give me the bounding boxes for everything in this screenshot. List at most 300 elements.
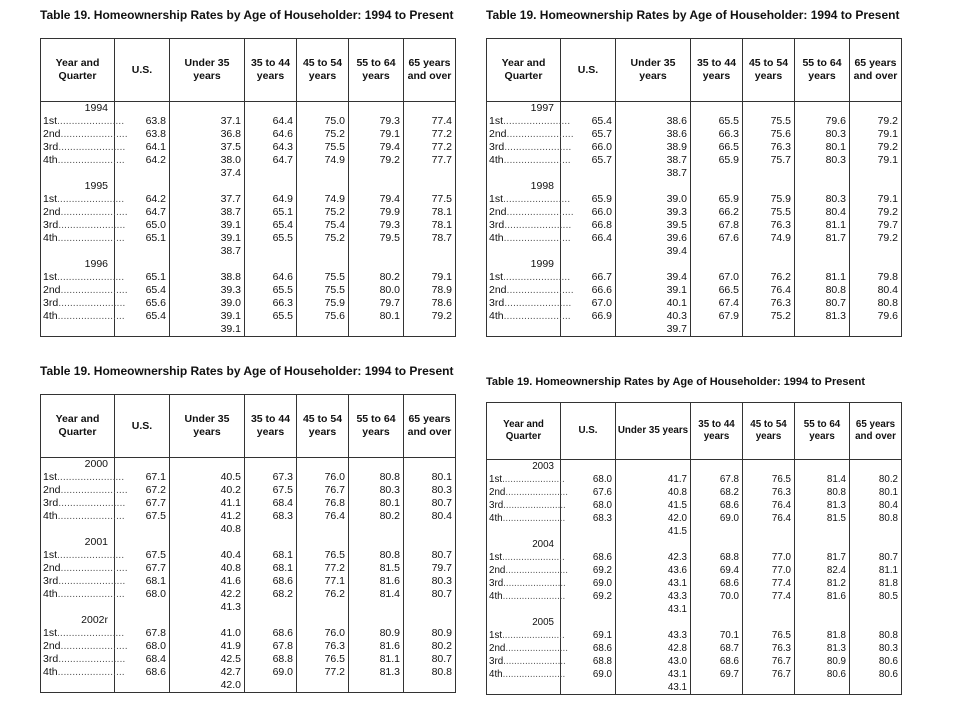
table-row xyxy=(41,627,456,640)
rate-cell: 75.0 xyxy=(297,115,349,128)
rate-cell: 76.3 xyxy=(743,486,795,499)
rate-cell: 67.2 xyxy=(115,484,170,497)
rate-cell: 74.9 xyxy=(297,193,349,206)
leader-dots: ....................... xyxy=(57,154,125,166)
rate-cell: 65.7 xyxy=(561,154,616,167)
rate-cell: 65.6 xyxy=(115,297,170,310)
rate-cell: 68.2 xyxy=(245,588,297,601)
rate-cell: 76.3 xyxy=(297,640,349,653)
column-header: 65 years and over xyxy=(404,395,456,458)
empty-cell xyxy=(691,460,743,474)
column-header: Under 35 years xyxy=(170,39,245,102)
rate-cell: 66.3 xyxy=(691,128,743,141)
quarter-label xyxy=(487,128,574,141)
leader-dots: ....................... xyxy=(502,552,565,563)
column-header: 45 to 54 years xyxy=(297,39,349,102)
column-header: Year and Quarter xyxy=(41,395,115,458)
rate-cell: 65.5 xyxy=(245,232,297,245)
empty-cell xyxy=(170,536,245,549)
empty-cell xyxy=(561,245,616,258)
rate-cell: 78.1 xyxy=(404,219,456,232)
annual-under35: 39.4 xyxy=(616,245,691,258)
rate-cell: 80.7 xyxy=(404,549,456,562)
table-row xyxy=(41,471,456,484)
quarter-text: 1st xyxy=(43,115,58,127)
rate-cell: 81.4 xyxy=(795,473,850,486)
rate-cell: 76.7 xyxy=(297,484,349,497)
rate-cell: 66.5 xyxy=(691,141,743,154)
column-header: Under 35 years xyxy=(170,395,245,458)
quarter-label xyxy=(487,154,571,167)
leader-dots: ....................... xyxy=(502,591,566,602)
empty-cell xyxy=(487,167,561,180)
quarter-text: 4th xyxy=(489,513,503,524)
rate-cell: 41.2 xyxy=(170,510,245,523)
leader-dots: ....................... xyxy=(503,271,571,283)
column-header: U.S. xyxy=(115,395,170,458)
rate-cell: 65.4 xyxy=(115,284,170,297)
leader-dots: ....................... xyxy=(57,588,125,600)
table-row xyxy=(487,271,902,284)
table-row xyxy=(487,154,902,167)
rate-cell: 81.6 xyxy=(349,640,404,653)
rate-cell: 65.0 xyxy=(115,219,170,232)
leader-dots: ....................... xyxy=(57,471,125,483)
rate-cell: 67.7 xyxy=(115,562,170,575)
quarter-text: 3rd xyxy=(489,141,505,153)
table-row xyxy=(41,128,456,141)
empty-cell xyxy=(795,258,850,271)
rate-cell: 80.1 xyxy=(349,497,404,510)
rate-cell: 80.4 xyxy=(795,206,850,219)
rate-cell: 65.9 xyxy=(561,193,616,206)
quarter-label xyxy=(41,549,125,562)
year-row xyxy=(41,258,456,271)
leader-dots: ....................... xyxy=(60,284,128,296)
empty-cell xyxy=(691,681,743,695)
rate-cell: 67.0 xyxy=(561,297,616,310)
column-header: 45 to 54 years xyxy=(743,403,795,460)
leader-dots: ....................... xyxy=(57,549,125,561)
empty-cell xyxy=(115,323,170,337)
rate-cell: 39.3 xyxy=(170,284,245,297)
rate-cell: 68.8 xyxy=(561,655,616,668)
homeownership-table xyxy=(486,38,902,337)
rate-cell: 80.6 xyxy=(795,668,850,681)
rate-cell: 80.8 xyxy=(850,297,902,310)
rate-cell: 75.5 xyxy=(743,206,795,219)
quarter-text: 4th xyxy=(43,588,58,600)
quarter-text: 4th xyxy=(43,310,58,322)
rate-cell: 77.2 xyxy=(297,562,349,575)
empty-cell xyxy=(850,603,902,616)
quarter-label xyxy=(487,310,571,323)
year-row xyxy=(41,458,456,472)
rate-cell: 38.7 xyxy=(170,206,245,219)
rate-cell: 79.7 xyxy=(349,297,404,310)
rate-cell: 39.0 xyxy=(170,297,245,310)
rate-cell: 79.2 xyxy=(850,115,902,128)
table-row xyxy=(487,297,902,310)
column-header: 55 to 64 years xyxy=(795,39,850,102)
year-row xyxy=(487,102,902,116)
quarter-label xyxy=(487,629,565,642)
rate-cell: 74.9 xyxy=(297,154,349,167)
year-label: 1996 xyxy=(41,258,115,271)
rate-cell: 39.4 xyxy=(616,271,691,284)
empty-cell xyxy=(41,523,115,536)
quarter-text: 3rd xyxy=(489,219,505,231)
rate-cell: 75.5 xyxy=(743,115,795,128)
rate-cell: 68.7 xyxy=(691,642,743,655)
empty-cell xyxy=(41,323,115,337)
empty-cell xyxy=(115,523,170,536)
rate-cell: 64.3 xyxy=(245,141,297,154)
empty-cell xyxy=(561,525,616,538)
empty-cell xyxy=(297,601,349,614)
year-label: 2000 xyxy=(41,458,115,472)
quarter-text: 1st xyxy=(43,271,58,283)
empty-cell xyxy=(743,167,795,180)
rate-cell: 42.5 xyxy=(170,653,245,666)
quarter-text: 3rd xyxy=(43,497,59,509)
rate-cell: 76.0 xyxy=(297,471,349,484)
quarter-text: 2nd xyxy=(489,128,507,140)
rate-cell: 65.4 xyxy=(115,310,170,323)
rate-cell: 68.2 xyxy=(691,486,743,499)
quarter-label xyxy=(41,206,128,219)
rate-cell: 80.2 xyxy=(850,473,902,486)
year-row xyxy=(487,180,902,193)
rate-cell: 67.5 xyxy=(245,484,297,497)
quarter-text: 3rd xyxy=(489,297,505,309)
rate-cell: 81.7 xyxy=(795,232,850,245)
quarter-text: 3rd xyxy=(489,500,504,511)
empty-cell xyxy=(404,167,456,180)
rate-cell: 77.2 xyxy=(297,666,349,679)
year-label: 1998 xyxy=(487,180,561,193)
rate-cell: 69.7 xyxy=(691,668,743,681)
rate-cell: 67.0 xyxy=(691,271,743,284)
empty-cell xyxy=(245,536,297,549)
rate-cell: 37.1 xyxy=(170,115,245,128)
rate-cell: 64.7 xyxy=(245,154,297,167)
empty-cell xyxy=(691,258,743,271)
empty-cell xyxy=(691,102,743,116)
rate-cell: 64.1 xyxy=(115,141,170,154)
annual-row xyxy=(487,245,902,258)
leader-dots: ....................... xyxy=(505,565,568,576)
rate-cell: 40.8 xyxy=(616,486,691,499)
empty-cell xyxy=(41,679,115,693)
rate-cell: 80.1 xyxy=(850,486,902,499)
rate-cell: 76.5 xyxy=(297,549,349,562)
table-row xyxy=(487,577,902,590)
rate-cell: 80.8 xyxy=(795,486,850,499)
leader-dots: ....................... xyxy=(58,653,126,665)
annual-under35: 43.1 xyxy=(616,681,691,695)
quarter-label xyxy=(41,484,128,497)
quarter-text: 4th xyxy=(489,232,504,244)
empty-cell xyxy=(349,167,404,180)
annual-row xyxy=(487,167,902,180)
empty-cell xyxy=(349,536,404,549)
rate-cell: 77.4 xyxy=(404,115,456,128)
quarter-text: 2nd xyxy=(43,284,61,296)
rate-cell: 40.4 xyxy=(170,549,245,562)
empty-cell xyxy=(349,614,404,627)
empty-cell xyxy=(850,323,902,337)
table-row xyxy=(41,484,456,497)
rate-cell: 80.2 xyxy=(349,271,404,284)
quarter-label xyxy=(41,115,125,128)
quarter-label xyxy=(487,271,571,284)
quarter-text: 1st xyxy=(43,549,58,561)
empty-cell xyxy=(743,245,795,258)
rate-cell: 43.1 xyxy=(616,577,691,590)
quarter-text: 4th xyxy=(43,510,58,522)
year-label: 2001 xyxy=(41,536,115,549)
leader-dots: ....................... xyxy=(502,669,566,680)
annual-row xyxy=(41,523,456,536)
empty-cell xyxy=(795,525,850,538)
rate-cell: 80.4 xyxy=(850,499,902,512)
rate-cell: 79.6 xyxy=(850,310,902,323)
rate-cell: 66.2 xyxy=(691,206,743,219)
rate-cell: 79.4 xyxy=(349,141,404,154)
table-row xyxy=(41,284,456,297)
rate-cell: 65.1 xyxy=(245,206,297,219)
quarter-label xyxy=(487,655,566,668)
quarter-label xyxy=(41,128,128,141)
annual-under35: 40.8 xyxy=(170,523,245,536)
quarter-label xyxy=(487,642,568,655)
rate-cell: 68.0 xyxy=(115,588,170,601)
annual-row xyxy=(41,245,456,258)
rate-cell: 75.4 xyxy=(297,219,349,232)
rate-cell: 65.5 xyxy=(691,115,743,128)
rate-cell: 65.5 xyxy=(245,284,297,297)
rate-cell: 41.0 xyxy=(170,627,245,640)
table-row xyxy=(41,562,456,575)
annual-under35: 38.7 xyxy=(170,245,245,258)
rate-cell: 42.0 xyxy=(616,512,691,525)
rate-cell: 41.6 xyxy=(170,575,245,588)
empty-cell xyxy=(691,167,743,180)
empty-cell xyxy=(743,460,795,474)
rate-cell: 80.7 xyxy=(404,497,456,510)
empty-cell xyxy=(795,681,850,695)
quarter-text: 1st xyxy=(489,630,503,641)
empty-cell xyxy=(850,180,902,193)
rate-cell: 81.8 xyxy=(850,577,902,590)
leader-dots: ....................... xyxy=(57,666,125,678)
rate-cell: 40.1 xyxy=(616,297,691,310)
column-header: 35 to 44 years xyxy=(691,39,743,102)
table-row xyxy=(487,629,902,642)
quarter-label xyxy=(487,564,568,577)
empty-cell xyxy=(245,180,297,193)
table-row xyxy=(41,588,456,601)
rate-cell: 65.4 xyxy=(245,219,297,232)
rate-cell: 66.3 xyxy=(245,297,297,310)
empty-cell xyxy=(487,245,561,258)
rate-cell: 69.0 xyxy=(245,666,297,679)
rate-cell: 80.9 xyxy=(349,627,404,640)
leader-dots: ....................... xyxy=(57,232,125,244)
homeownership-table xyxy=(486,402,902,695)
rate-cell: 65.9 xyxy=(691,154,743,167)
rate-cell: 39.1 xyxy=(170,232,245,245)
empty-cell xyxy=(170,458,245,472)
rate-cell: 81.4 xyxy=(349,588,404,601)
column-header: 65 years and over xyxy=(850,39,902,102)
rate-cell: 81.3 xyxy=(795,642,850,655)
table-row xyxy=(487,219,902,232)
quarter-text: 1st xyxy=(43,193,58,205)
empty-cell xyxy=(115,102,170,116)
rate-cell: 80.3 xyxy=(404,575,456,588)
leader-dots: ....................... xyxy=(503,310,571,322)
rate-cell: 65.9 xyxy=(691,193,743,206)
empty-cell xyxy=(691,245,743,258)
leader-dots: ....................... xyxy=(502,474,565,485)
rate-cell: 64.2 xyxy=(115,154,170,167)
empty-cell xyxy=(404,180,456,193)
rate-cell: 76.5 xyxy=(297,653,349,666)
rate-cell: 41.5 xyxy=(616,499,691,512)
leader-dots: ....................... xyxy=(502,513,566,524)
table-row xyxy=(41,154,456,167)
year-row xyxy=(41,102,456,116)
empty-cell xyxy=(404,536,456,549)
empty-cell xyxy=(561,538,616,551)
annual-row xyxy=(487,603,902,616)
rate-cell: 68.1 xyxy=(245,549,297,562)
quarter-label xyxy=(41,219,126,232)
quarter-label xyxy=(41,284,128,297)
header-row xyxy=(41,395,456,458)
quarter-text: 4th xyxy=(43,232,58,244)
rate-cell: 67.8 xyxy=(115,627,170,640)
rate-cell: 76.7 xyxy=(743,655,795,668)
empty-cell xyxy=(616,102,691,116)
quarter-label xyxy=(41,653,126,666)
empty-cell xyxy=(245,679,297,693)
rate-cell: 80.8 xyxy=(850,629,902,642)
rate-cell: 68.6 xyxy=(691,655,743,668)
empty-cell xyxy=(349,245,404,258)
annual-row xyxy=(487,525,902,538)
quarter-label xyxy=(41,627,125,640)
empty-cell xyxy=(349,679,404,693)
rate-cell: 79.3 xyxy=(349,115,404,128)
year-label: 1999 xyxy=(487,258,561,271)
table-row xyxy=(487,206,902,219)
rate-cell: 80.8 xyxy=(404,666,456,679)
empty-cell xyxy=(245,258,297,271)
empty-cell xyxy=(245,245,297,258)
empty-cell xyxy=(404,258,456,271)
table-row xyxy=(487,486,902,499)
rate-cell: 69.0 xyxy=(561,577,616,590)
empty-cell xyxy=(743,616,795,629)
empty-cell xyxy=(349,523,404,536)
quarter-label xyxy=(41,640,128,653)
rate-cell: 79.9 xyxy=(349,206,404,219)
rate-cell: 68.6 xyxy=(115,666,170,679)
year-row xyxy=(487,538,902,551)
empty-cell xyxy=(743,603,795,616)
empty-cell xyxy=(616,460,691,474)
table-row xyxy=(41,666,456,679)
quarter-text: 1st xyxy=(489,193,504,205)
rate-cell: 66.0 xyxy=(561,141,616,154)
quarter-label xyxy=(487,668,566,681)
year-row xyxy=(41,614,456,627)
rate-cell: 37.7 xyxy=(170,193,245,206)
rate-cell: 79.1 xyxy=(850,154,902,167)
table-row xyxy=(41,219,456,232)
column-header: U.S. xyxy=(115,39,170,102)
empty-cell xyxy=(691,180,743,193)
empty-cell xyxy=(795,180,850,193)
empty-cell xyxy=(404,614,456,627)
leader-dots: ....................... xyxy=(60,206,128,218)
quarter-label xyxy=(41,666,125,679)
rate-cell: 79.7 xyxy=(404,562,456,575)
table-row xyxy=(487,232,902,245)
table-row xyxy=(41,297,456,310)
rate-cell: 80.7 xyxy=(404,588,456,601)
empty-cell xyxy=(245,102,297,116)
quarter-label xyxy=(487,193,571,206)
empty-cell xyxy=(245,167,297,180)
empty-cell xyxy=(795,616,850,629)
year-label: 2005 xyxy=(487,616,561,629)
empty-cell xyxy=(691,525,743,538)
quarter-label xyxy=(41,232,125,245)
rate-cell: 76.2 xyxy=(297,588,349,601)
rate-cell: 41.1 xyxy=(170,497,245,510)
empty-cell xyxy=(245,614,297,627)
leader-dots: ....................... xyxy=(504,141,572,153)
rate-cell: 77.0 xyxy=(743,564,795,577)
rate-cell: 64.7 xyxy=(115,206,170,219)
quarter-label xyxy=(487,297,572,310)
year-label: 1994 xyxy=(41,102,115,116)
rate-cell: 78.9 xyxy=(404,284,456,297)
leader-dots: ....................... xyxy=(505,643,568,654)
rate-cell: 76.4 xyxy=(297,510,349,523)
leader-dots: ....................... xyxy=(503,500,566,511)
empty-cell xyxy=(404,102,456,116)
rate-cell: 76.8 xyxy=(297,497,349,510)
empty-cell xyxy=(115,679,170,693)
rate-cell: 79.2 xyxy=(850,206,902,219)
empty-cell xyxy=(349,458,404,472)
rate-cell: 77.0 xyxy=(743,551,795,564)
rate-cell: 68.0 xyxy=(561,473,616,486)
empty-cell xyxy=(115,180,170,193)
empty-cell xyxy=(404,245,456,258)
rate-cell: 82.4 xyxy=(795,564,850,577)
rate-cell: 37.5 xyxy=(170,141,245,154)
quarter-text: 2nd xyxy=(489,643,506,654)
rate-cell: 77.1 xyxy=(297,575,349,588)
leader-dots: ....................... xyxy=(503,154,571,166)
rate-cell: 38.6 xyxy=(616,128,691,141)
